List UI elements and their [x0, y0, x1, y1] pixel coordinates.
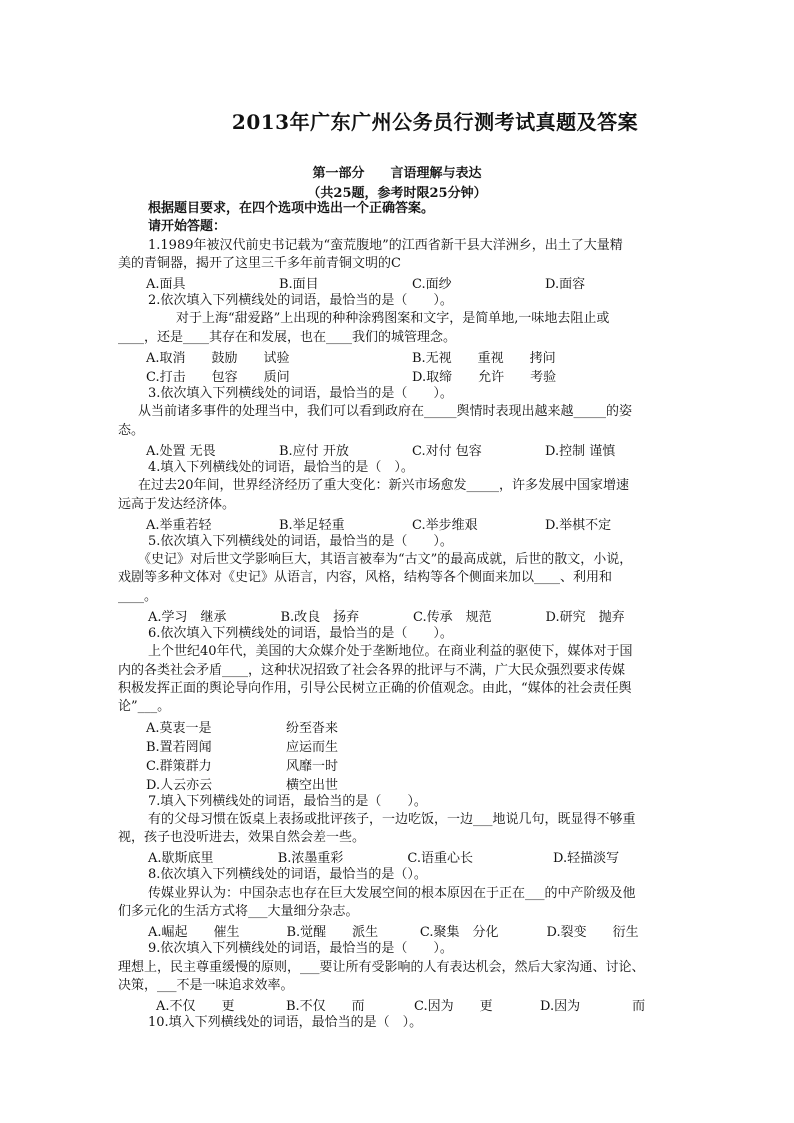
option: D.裂变 衍生: [546, 925, 639, 941]
option: A.歇斯底里: [148, 851, 214, 867]
instructions: 根据题目要求，在四个选项中选出一个正确答案。: [148, 201, 435, 216]
question-stem: 6.依次填入下列横线处的词语，最恰当的是（ ）。: [148, 626, 453, 642]
question-text: 对于上海“甜爱路”上出现的种种涂鸦图案和文字，是简单地,一味地去阻止或: [176, 311, 610, 327]
option-word: 应运而生: [286, 739, 339, 755]
option: B.无视 重视 拷问: [412, 351, 556, 367]
option: D.人云亦云: [146, 777, 213, 793]
option-row: [118, 273, 678, 292]
question-stem: 9.依次填入下列横线处的词语，最恰当的是（ ）。: [148, 941, 453, 957]
option-word: 风靡一时: [286, 758, 339, 774]
question-text: 态。: [118, 422, 145, 438]
option-row: [118, 366, 678, 385]
question-stem: 美的青铜器，揭开了这里三千多年前青铜文明的C: [118, 255, 401, 271]
question-stem: 1.1989年被汉代前史书记载为“蛮荒腹地”的江西省新干县大洋洲乡，出土了大量精: [148, 237, 623, 253]
question-stem: 2.依次填入下列横线处的词语，最恰当的是（ ）。: [148, 293, 453, 309]
question-text: 积极发挥正面的舆论导向作用，引导公民树立正确的价值观念。由此，“媒体的社会责任舆: [118, 680, 632, 696]
option: A.取消 鼓励 试验: [146, 351, 290, 367]
option: A.不仅 更: [156, 999, 235, 1015]
option: C.因为 更: [414, 999, 493, 1015]
question-text: ____，还是____其存在和发展，也在____我们的城管理念。: [118, 329, 457, 345]
start-label: 请开始答题：: [148, 219, 227, 235]
option-row: [118, 514, 678, 533]
option: A.崛起 催生: [148, 925, 240, 941]
option-row: [118, 995, 678, 1014]
option: B.浓墨重彩: [277, 851, 344, 867]
option: D.举棋不定: [545, 517, 612, 533]
option-word: 横空出世: [286, 777, 339, 793]
option: C.打击 包容 质问: [146, 370, 290, 386]
option: C.对付 包容: [412, 443, 482, 459]
option-row: [118, 347, 678, 366]
page-title: 2013年广东广州公务员行测考试真题及答案: [231, 110, 639, 134]
option: D.轻描淡写: [553, 851, 620, 867]
question-stem: 4.填入下列横线处的词语，最恰当的是（ ）。: [148, 459, 414, 475]
question-text: 在过去20年间，世界经济经历了重大变化：新兴市场愈发_____，许多发展中国家增速: [138, 478, 630, 494]
option: C.群策群力: [146, 758, 212, 774]
option: B.不仅 而: [286, 999, 365, 1015]
option-row: [118, 921, 678, 940]
question-text: ____。: [118, 588, 158, 604]
option: D.面容: [545, 277, 586, 293]
option: A.举重若轻: [146, 517, 212, 533]
option: C.聚集 分化: [419, 925, 499, 941]
question-text: 论”___。: [118, 699, 171, 715]
question-stem: 3.依次填入下列横线处的词语，最恰当的是（ ）。: [148, 386, 453, 402]
question-stem: 7.填入下列横线处的词语，最恰当的是（ ）。: [148, 793, 427, 809]
option-row: [118, 606, 678, 625]
question-text: 《史记》对后世文学影响巨大，其语言被奉为“古文”的最高成就，后世的散文，小说，: [138, 552, 633, 568]
option: C.举步维艰: [412, 517, 478, 533]
question-stem: 5.依次填入下列横线处的词语，最恰当的是（ ）。: [148, 533, 453, 549]
question-text: 决策，___不是一味追求效率。: [118, 977, 294, 993]
option: C.语重心长: [407, 851, 473, 867]
option: D.取缔 允许 考验: [412, 370, 557, 386]
option-row: [118, 440, 678, 459]
option: A.面具: [146, 277, 186, 293]
question-content: [118, 200, 678, 1033]
option-row: [118, 736, 678, 755]
option: B.举足轻重: [279, 517, 345, 533]
question-stem: 10.填入下列横线处的词语，最恰当的是（ ）。: [148, 1015, 423, 1031]
question-text: 理想上，民主尊重缓慢的原则，___要让所有受影响的人有表达机会，然后大家沟通、讨论、: [118, 959, 645, 975]
question-text: 内的各类社会矛盾____，这种状况招致了社会各界的批评与不满，广大民众强烈要求传媒: [118, 662, 626, 678]
option: A.处置 无畏: [146, 443, 216, 459]
option: D.控制 谨慎: [545, 443, 616, 459]
question-text: 戏剧等多种文体对《史记》从语言，内容，风格，结构等各个侧面来加以____、利用和: [118, 570, 613, 586]
option: B.改良 扬弃: [280, 610, 360, 626]
option-row: [118, 755, 678, 774]
option: A.莫衷一是: [146, 720, 212, 736]
option-word: 纷至沓来: [286, 720, 339, 736]
option: B.面目: [279, 277, 319, 293]
question-stem: 8.依次填入下列横线处的词语，最恰当的是（）。: [148, 867, 427, 883]
option: D.因为 而: [540, 999, 646, 1015]
option: C.传承 规范: [413, 610, 492, 626]
option: D.研究 抛弃: [545, 610, 625, 626]
option: B.应付 开放: [279, 443, 349, 459]
option-row: [118, 717, 678, 736]
question-text: 有的父母习惯在饭桌上表扬或批评孩子，一边吃饭，一边___地说几句，既显得不够重: [148, 811, 636, 827]
option-row: [118, 847, 678, 866]
question-text: 传媒业界认为：中国杂志也存在巨大发展空间的根本原因在于正在___的中产阶级及他: [148, 885, 636, 901]
question-text: 上个世纪40年代，美国的大众媒介处于垄断地位。在商业利益的驱使下，媒体对于国: [148, 644, 633, 660]
option: B.置若罔闻: [146, 739, 212, 755]
option: A.学习 继承: [148, 610, 227, 626]
option: C.面纱: [412, 277, 452, 293]
part-heading: 第一部分 言语理解与表达: [312, 166, 482, 181]
option-row: [118, 774, 678, 793]
part-subheading: （共25题，参考时限25分钟）: [307, 186, 487, 201]
option: B.觉醒 派生: [286, 925, 379, 941]
question-text: 视，孩子也没听进去，效果自然会差一些。: [118, 830, 366, 846]
question-text: 从当前诸多事件的处理当中，我们可以看到政府在_____舆情时表现出越来越_____的姿: [138, 404, 633, 420]
question-text: 们多元化的生活方式将___大量细分杂志。: [118, 904, 359, 920]
question-text: 远高于发达经济体。: [118, 496, 236, 512]
